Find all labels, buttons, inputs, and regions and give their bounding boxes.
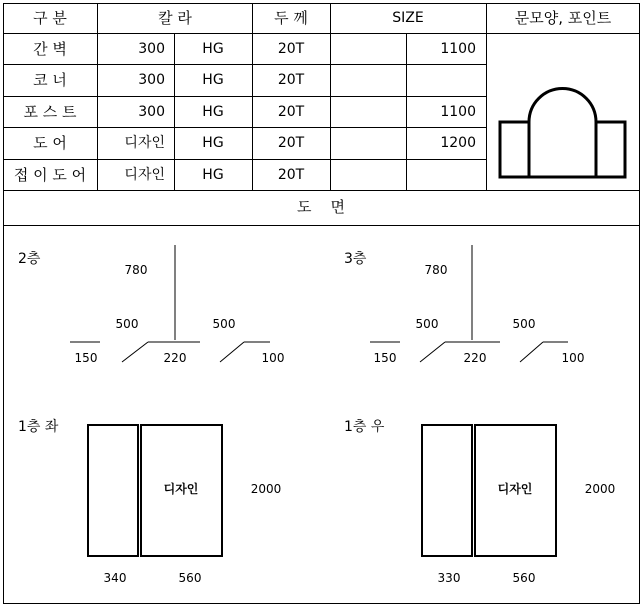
floor1-left-panel-text: 디자인 xyxy=(163,482,199,496)
header-thickness: 두 께 xyxy=(274,9,308,27)
floor3-dim-right-slant: 500 xyxy=(512,317,536,331)
floor1-right-dim-narrow: 330 xyxy=(437,571,461,585)
floor1-right-dim-wide: 560 xyxy=(512,571,536,585)
floor3-dim-left-slant: 500 xyxy=(415,317,439,331)
row-thickness: 20T xyxy=(277,135,305,151)
row-finish: HG xyxy=(202,104,224,120)
floor1-right-elevation xyxy=(422,425,556,556)
row-thickness: 20T xyxy=(277,104,305,120)
row-name: 코 너 xyxy=(33,71,67,89)
header-pattern: 문모양, 포인트 xyxy=(514,9,612,27)
row-size-b: 1100 xyxy=(440,41,476,57)
row-size-b: 1200 xyxy=(440,135,476,151)
floor2-label: 2층 xyxy=(18,251,41,267)
header-color: 칼 라 xyxy=(158,9,192,27)
floor1-left-dim-height: 2000 xyxy=(250,482,282,496)
floor3-dim-left: 150 xyxy=(373,351,397,365)
header-category: 구 분 xyxy=(33,9,67,27)
floor3-dim-center: 220 xyxy=(463,351,487,365)
row-thickness: 20T xyxy=(277,41,305,57)
row-thickness: 20T xyxy=(277,167,305,183)
row-color: 300 xyxy=(138,72,165,88)
floor2-plan xyxy=(70,245,270,362)
row-color: 디자인 xyxy=(124,135,165,151)
floor2-dim-right-slant: 500 xyxy=(212,317,236,331)
door-arch-icon xyxy=(500,88,625,177)
floor2-dim-left-slant: 500 xyxy=(115,317,139,331)
floor1-right-dim-height: 2000 xyxy=(584,482,616,496)
drawing-title: 도 면 xyxy=(296,198,346,216)
floor2-dim-right: 100 xyxy=(261,351,285,365)
floor1-left-dim-narrow: 340 xyxy=(103,571,127,585)
floor1-left-label: 1층 좌 xyxy=(18,419,59,435)
floor2-dim-left: 150 xyxy=(74,351,98,365)
row-name: 도 어 xyxy=(33,134,67,152)
row-color: 300 xyxy=(138,104,165,120)
floor1-right-panel-text: 디자인 xyxy=(497,482,533,496)
row-finish: HG xyxy=(202,135,224,151)
floor3-plan xyxy=(370,245,568,362)
floor2-dim-top: 780 xyxy=(124,263,148,277)
row-finish: HG xyxy=(202,72,224,88)
row-name: 포 스 트 xyxy=(23,103,77,121)
row-finish: HG xyxy=(202,167,224,183)
floor3-dim-top: 780 xyxy=(424,263,448,277)
row-name: 간 벽 xyxy=(33,40,67,58)
floor2-dim-center: 220 xyxy=(163,351,187,365)
floor1-right-label: 1층 우 xyxy=(344,419,385,435)
row-color: 300 xyxy=(138,41,165,57)
floor3-dim-right: 100 xyxy=(561,351,585,365)
floor1-left-dim-wide: 560 xyxy=(178,571,202,585)
row-finish: HG xyxy=(202,41,224,57)
row-name: 접 이 도 어 xyxy=(13,166,87,184)
header-size: SIZE xyxy=(392,10,424,26)
row-thickness: 20T xyxy=(277,72,305,88)
row-color: 디자인 xyxy=(124,167,165,183)
row-size-b: 1100 xyxy=(440,104,476,120)
floor3-label: 3층 xyxy=(344,251,367,267)
floor1-left-elevation xyxy=(88,425,222,556)
